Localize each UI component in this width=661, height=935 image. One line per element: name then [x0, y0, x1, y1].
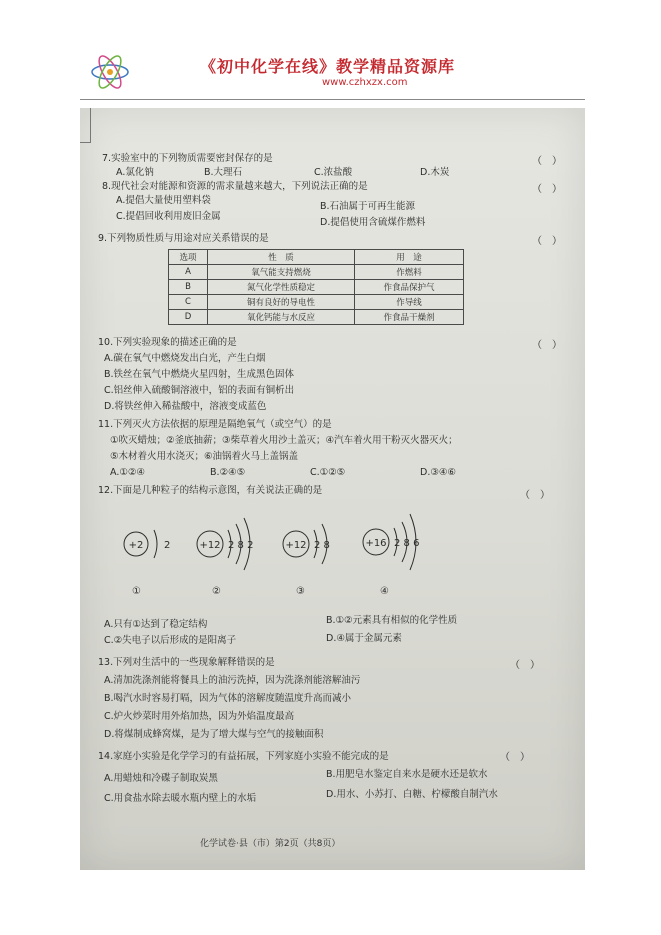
- q10-option-b: B.铁丝在氧气中燃烧火星四射，生成黑色固体: [104, 369, 295, 380]
- table-cell: 作食品保护气: [355, 280, 464, 295]
- q12-option-c: C.②失电子以后形成的是阳离子: [104, 635, 237, 646]
- q13-option-a: A.清加洗涤剂能将餐具上的油污洗掉，因为洗涤剂能溶解油污: [104, 675, 361, 686]
- q11-item-list-2: ⑤木材着火用水浇灭；⑥油锅着火马上盖锅盖: [110, 451, 299, 462]
- q7-option-c: C.浓盐酸: [314, 167, 353, 178]
- question-8-answer-slot: （ ）: [532, 184, 562, 195]
- q14-option-a: A.用蜡烛和冷碟子制取炭黑: [104, 773, 218, 784]
- question-8-stem: 8.现代社会对能源和资源的需求量越来越大，下列说法正确的是: [102, 181, 368, 192]
- table-row: [169, 265, 464, 280]
- question-9-answer-slot: （ ）: [532, 236, 562, 247]
- q8-option-a: A.提倡大量使用塑料袋: [116, 195, 211, 206]
- q12-option-d: D.④属于金属元素: [326, 633, 402, 644]
- table-cell: 氧气能支持燃烧: [208, 265, 355, 280]
- table-cell: 作导线: [355, 295, 464, 310]
- question-14-stem: 14.家庭小实验是化学学习的有益拓展，下列家庭小实验不能完成的是: [98, 751, 389, 762]
- q11-option-b: B.②④⑤: [210, 467, 246, 478]
- atom-3-label: ③: [296, 586, 305, 597]
- table-cell: 作食品干燥剂: [355, 310, 464, 325]
- q8-option-b: B.石油属于可再生能源: [320, 201, 416, 212]
- question-10-stem: 10.下列实验现象的描述正确的是: [98, 337, 237, 348]
- table-row: [169, 310, 464, 325]
- q8-option-d: D.提倡使用含硫煤作燃料: [320, 217, 426, 228]
- q9-header-use: 用 途: [355, 250, 464, 265]
- table-row: [169, 295, 464, 310]
- atom-1-nucleus: +2: [128, 540, 144, 551]
- question-13-stem: 13.下列对生活中的一些现象解释错误的是: [98, 657, 275, 668]
- atom-logo-icon: [88, 52, 132, 92]
- q12-option-a: A.只有①达到了稳定结构: [104, 619, 208, 630]
- question-11-stem: 11.下列灭火方法依据的原理是隔绝氧气（或空气）的是: [98, 419, 332, 430]
- question-12-answer-slot: （ ）: [520, 490, 550, 501]
- q9-header-property: 性 质: [208, 250, 355, 265]
- table-cell: 作燃料: [355, 265, 464, 280]
- q7-option-d: D.木炭: [420, 167, 450, 178]
- question-12-stem: 12.下面是几种粒子的结构示意图，有关说法正确的是: [98, 485, 323, 496]
- q9-header-option: 选项: [169, 250, 208, 265]
- q10-option-c: C.铝丝伸入硫酸铜溶液中，铝的表面有铜析出: [104, 385, 295, 396]
- site-banner: [0, 0, 661, 100]
- q7-option-b: B.大理石: [204, 167, 243, 178]
- question-7-answer-slot: （ ）: [532, 156, 562, 167]
- q12-option-b: B.①②元素具有相似的化学性质: [326, 615, 458, 626]
- exam-page-photo: [80, 108, 585, 870]
- q11-option-c: C.①②⑤: [310, 467, 346, 478]
- q9-table: [168, 249, 464, 325]
- q7-option-a: A.氯化钠: [116, 167, 154, 178]
- atom-4-shells: 2 8 6: [394, 538, 420, 549]
- table-cell: D: [169, 310, 208, 325]
- q13-option-d: D.将煤制成蜂窝煤，是为了增大煤与空气的接触面积: [104, 729, 324, 740]
- table-cell: B: [169, 280, 208, 295]
- banner-title: 《初中化学在线》教学精品资源库: [200, 57, 456, 76]
- question-7-stem: 7.实验室中的下列物质需要密封保存的是: [102, 153, 273, 164]
- banner-divider: [80, 99, 585, 100]
- atom-4-nucleus: +16: [365, 538, 387, 549]
- question-10-answer-slot: （ ）: [532, 340, 562, 351]
- page-footer: 化学试卷·县（市）第2页（共8页）: [200, 839, 341, 849]
- q14-option-c: C.用食盐水除去暖水瓶内壁上的水垢: [104, 793, 257, 804]
- table-cell: A: [169, 265, 208, 280]
- atom-1-label: ①: [132, 586, 141, 597]
- atom-2-label: ②: [212, 586, 221, 597]
- page-corner-mark: [80, 108, 91, 143]
- table-row: [169, 280, 464, 295]
- question-14-answer-slot: （ ）: [500, 752, 530, 763]
- q11-item-list-1: ①吹灭蜡烛；②釜底抽薪；③柴草着火用沙土盖灭；④汽车着火用干粉灭火器灭火；: [110, 435, 458, 446]
- q11-option-d: D.③④⑥: [420, 467, 456, 478]
- q10-option-a: A.碳在氧气中燃烧发出白光，产生白烟: [104, 353, 266, 364]
- atom-3-shells: 2 8: [314, 540, 330, 551]
- question-9-stem: 9.下列物质性质与用途对应关系错误的是: [98, 233, 269, 244]
- table-cell: 氮气化学性质稳定: [208, 280, 355, 295]
- q14-option-d: D.用水、小苏打、白糖、柠檬酸自制汽水: [326, 789, 498, 800]
- atom-2-nucleus: +12: [199, 540, 221, 551]
- atom-structure-icon: [354, 510, 464, 576]
- q8-option-c: C.提倡回收利用废旧金属: [116, 211, 221, 222]
- atom-2-shells: 2 8 2: [228, 540, 254, 551]
- q10-option-d: D.将铁丝伸入稀盐酸中，溶液变成蓝色: [104, 401, 267, 412]
- table-cell: 氧化钙能与水反应: [208, 310, 355, 325]
- q9-table-header-row: [169, 250, 464, 265]
- q13-option-c: C.炉火炒菜时用外焰加热，因为外焰温度最高: [104, 711, 295, 722]
- atom-1-shells: 2: [164, 540, 171, 551]
- atom-4-label: ④: [380, 586, 389, 597]
- q14-option-b: B.用肥皂水鉴定自来水是硬水还是软水: [326, 769, 488, 780]
- table-cell: C: [169, 295, 208, 310]
- banner-url[interactable]: www.czhxzx.com: [322, 77, 408, 88]
- question-13-answer-slot: （ ）: [510, 660, 540, 671]
- atom-diagram-4: [354, 510, 464, 570]
- q11-option-a: A.①②④: [110, 467, 145, 478]
- atom-3-nucleus: +12: [285, 540, 307, 551]
- q13-option-b: B.喝汽水时容易打嗝，因为气体的溶解度随温度升高而减小: [104, 693, 352, 704]
- table-cell: 铜有良好的导电性: [208, 295, 355, 310]
